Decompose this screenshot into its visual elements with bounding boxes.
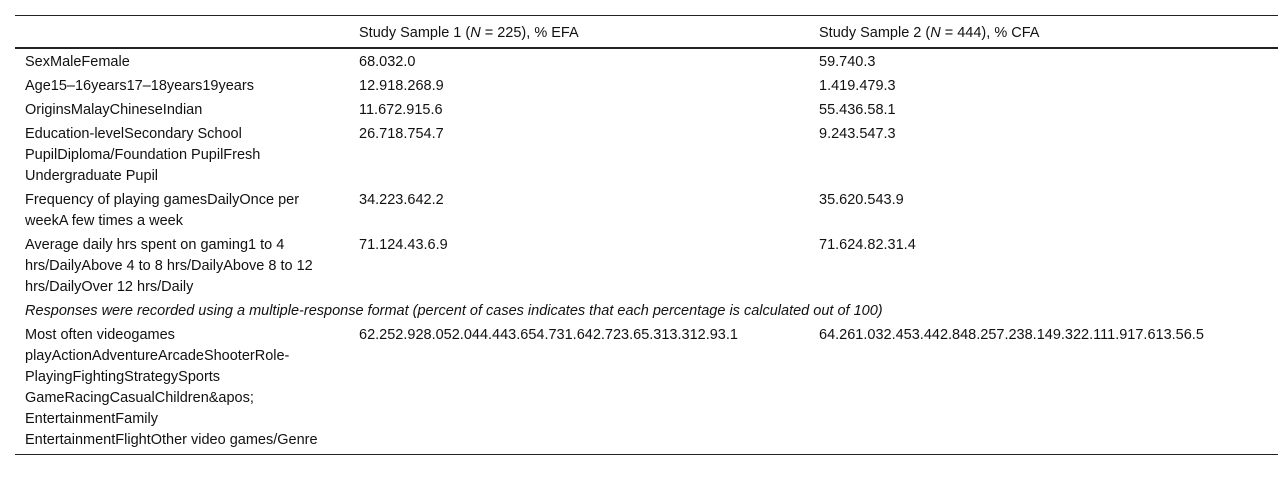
row-label <box>15 98 349 122</box>
header-s1-suffix: = 225), % EFA <box>480 25 579 41</box>
header-study-sample-2 <box>809 16 1278 49</box>
row-label <box>15 188 349 233</box>
row-sample1-value: 34.223.642.2 <box>359 192 444 208</box>
row-label <box>15 323 349 455</box>
row-sample1-value: 71.124.43.6.9 <box>359 237 448 253</box>
table-note: Responses were recorded using a multiple-response format (percent of cases indicates that each percentage is calculated out of 100) <box>25 303 883 319</box>
header-s1-n: N <box>470 25 481 41</box>
table-row-genres <box>15 323 1278 455</box>
table-row-frequency <box>15 188 1278 233</box>
row-sample2-value: 55.436.58.1 <box>819 102 896 118</box>
row-sample1-value: 26.718.754.7 <box>359 126 444 142</box>
table-row-origins <box>15 98 1278 122</box>
row-label <box>15 74 349 98</box>
table-row-education <box>15 122 1278 188</box>
row-label <box>15 233 349 299</box>
row-label-text: Most often videogames playActionAdventureArcadeShooterRole-PlayingFightingStrategySports GameRacingCasualChildren&apos; EntertainmentFamily EntertainmentFlightOther video games/Genre <box>25 327 318 448</box>
row-sample1-value: 11.672.915.6 <box>359 102 443 118</box>
header-s2-suffix: = 444), % CFA <box>940 25 1040 41</box>
demographics-table-container <box>15 15 1278 455</box>
row-label-text: Age15–16years17–18years19years <box>25 78 254 94</box>
row-sample2-value: 35.620.543.9 <box>819 192 904 208</box>
row-label-text: Frequency of playing gamesDailyOnce per weekA few times a week <box>25 192 300 229</box>
row-sample1-value: 68.032.0 <box>359 54 416 70</box>
row-sample1-value: 12.918.268.9 <box>359 78 444 94</box>
row-label <box>15 122 349 188</box>
row-label <box>15 48 349 74</box>
header-s1-prefix: Study Sample 1 ( <box>359 25 471 41</box>
table-header-row <box>15 16 1278 49</box>
table-row-daily-hours <box>15 233 1278 299</box>
row-label-text: SexMaleFemale <box>25 54 130 70</box>
row-sample2-value: 9.243.547.3 <box>819 126 896 142</box>
table-note-row <box>15 299 1278 323</box>
row-label-text: Education-levelSecondary School PupilDiploma/Foundation PupilFresh Undergraduate Pupil <box>25 126 261 184</box>
row-sample1-value: 62.252.928.052.044.443.654.731.642.723.65.313.312.93.1 <box>349 323 809 455</box>
header-study-sample-1 <box>349 16 809 49</box>
header-s2-prefix: Study Sample 2 ( <box>819 25 931 41</box>
row-sample2-value: 59.740.3 <box>819 54 876 70</box>
row-label-text: Average daily hrs spent on gaming1 to 4 hrs/DailyAbove 4 to 8 hrs/DailyAbove 8 to 12 hrs/DailyOver 12 hrs/Daily <box>25 237 313 295</box>
demographics-table <box>15 15 1278 455</box>
table-row-age <box>15 74 1278 98</box>
table-row-sex <box>15 48 1278 74</box>
row-sample2-value: 1.419.479.3 <box>819 78 896 94</box>
header-s2-n: N <box>930 25 941 41</box>
row-sample2-value: 71.624.82.31.4 <box>819 237 916 253</box>
row-label-text: OriginsMalayChineseIndian <box>25 102 203 118</box>
row-sample2-value: 64.261.032.453.442.848.257.238.149.322.111.917.613.56.5 <box>809 323 1278 455</box>
header-empty-cell <box>15 16 349 49</box>
